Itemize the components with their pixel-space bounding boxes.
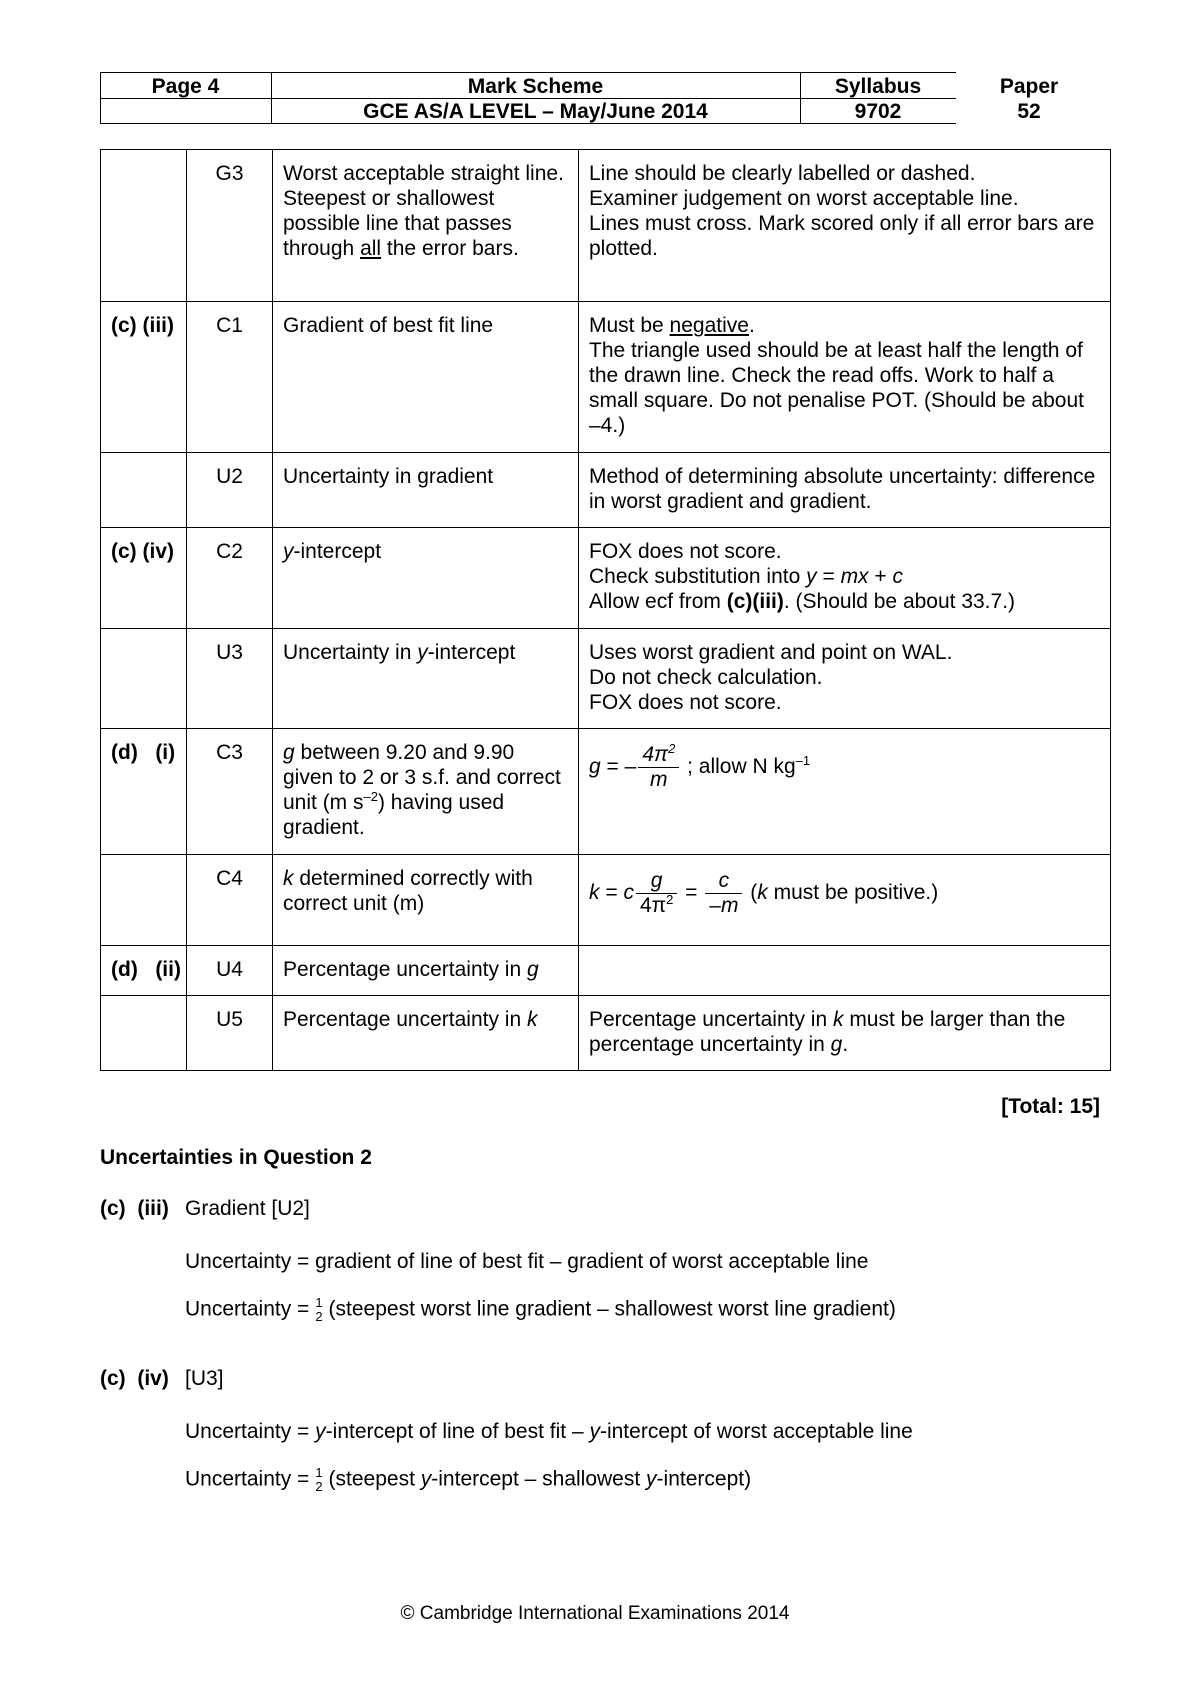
- mark-code: U4: [187, 946, 273, 996]
- part-cell: [101, 996, 187, 1071]
- part-label-c-iii: (c) (iii): [100, 1197, 169, 1220]
- criterion-cell: Worst acceptable straight line. Steepest or shallowest possible line that passes through all the error bars.: [273, 150, 579, 302]
- table-row: [101, 855, 1111, 946]
- formula-cell: [579, 729, 1111, 855]
- table-row: [101, 629, 1111, 729]
- part-cell: [101, 453, 187, 528]
- criterion-cell: y-intercept: [273, 528, 579, 629]
- criterion-cell: Uncertainty in gradient: [273, 453, 579, 528]
- formula-cell: [579, 855, 1111, 946]
- document-title: Mark Scheme: [467, 75, 604, 98]
- mark-code: U2: [187, 453, 273, 528]
- mark-scheme-table: [100, 149, 1111, 1071]
- part-cell: (d) (ii): [101, 946, 187, 996]
- intercept-uncertainty-line-1: Uncertainty = y-intercept of line of best fit – y-intercept of worst acceptable line: [185, 1420, 913, 1443]
- syllabus-label: Syllabus: [834, 75, 922, 98]
- copyright-footer: © Cambridge International Examinations 2014: [400, 1603, 790, 1624]
- gradient-uncertainty-line-2: Uncertainty = 1 2 (steepest worst line gradient – shallowest worst line gradient): [185, 1295, 896, 1324]
- mark-code: C3: [187, 729, 273, 855]
- half-fraction: 1 2: [315, 1295, 323, 1324]
- syllabus-code: 9702: [854, 100, 902, 123]
- k-formula: k = c $\frac{g}{4\pi^2}$ = $\frac{c}{-m}$ (k must be positive.): [589, 869, 939, 917]
- part-cell: (c) (iv): [101, 528, 187, 629]
- part-label-c-iv: (c) (iv): [100, 1367, 169, 1390]
- criterion-cell: Uncertainty in y-intercept: [273, 629, 579, 729]
- mark-code: U5: [187, 996, 273, 1071]
- notes-cell: FOX does not score. Check substitution into y = mx + c Allow ecf from (c)(iii). (Should be about 33.7.): [579, 528, 1111, 629]
- notes-cell: Line should be clearly labelled or dashed. Examiner judgement on worst acceptable line. Lines must cross. Mark scored only if all error bars are plotted.: [579, 150, 1111, 302]
- table-row: [101, 729, 1111, 855]
- mark-code: G3: [187, 150, 273, 302]
- table-row: [101, 150, 1111, 302]
- gradient-title: Gradient [U2]: [185, 1197, 310, 1220]
- criterion-cell: k determined correctly with correct unit (m): [273, 855, 579, 946]
- total-marks: [Total: 15]: [1001, 1095, 1100, 1118]
- notes-cell: Percentage uncertainty in k must be larger than the percentage uncertainty in g.: [579, 996, 1111, 1071]
- page-number: Page 4: [151, 75, 220, 98]
- paper-number: 52: [1017, 100, 1041, 123]
- mark-code: U3: [187, 629, 273, 729]
- paper-label: Paper: [999, 75, 1059, 98]
- notes-cell: Uses worst gradient and point on WAL. Do not check calculation. FOX does not score.: [579, 629, 1111, 729]
- notes-cell: Must be negative. The triangle used should be at least half the length of the drawn line. Check the read offs. Work to half a small square. Do not penalise POT. (Should be about –4.): [579, 302, 1111, 453]
- part-cell: (d) (i): [101, 729, 187, 855]
- mark-code: C2: [187, 528, 273, 629]
- gradient-uncertainty-line-1: Uncertainty = gradient of line of best fit – gradient of worst acceptable line: [185, 1250, 869, 1273]
- part-cell: [101, 629, 187, 729]
- mark-code: C4: [187, 855, 273, 946]
- intercept-uncertainty-line-2: Uncertainty = 1 2 (steepest y-intercept – shallowest y-intercept): [185, 1465, 752, 1494]
- mark-code: C1: [187, 302, 273, 453]
- table-row: [101, 528, 1111, 629]
- criterion-cell: Percentage uncertainty in g: [273, 946, 579, 996]
- half-fraction: 1 2: [315, 1465, 323, 1494]
- table-row: [101, 302, 1111, 453]
- uncertainties-heading: Uncertainties in Question 2: [100, 1146, 372, 1169]
- table-row: [101, 946, 1111, 996]
- notes-cell: [579, 946, 1111, 996]
- intercept-title: [U3]: [185, 1367, 224, 1390]
- part-cell: [101, 150, 187, 302]
- g-formula: g = – $\frac{4\pi^2}{m}$ ; allow N $kg^{-1}$: [589, 741, 811, 791]
- criterion-cell: g between 9.20 and 9.90 given to 2 or 3 s.f. and correct unit (m $s^{-2}$) having used gradient.: [273, 729, 579, 855]
- criterion-cell: Gradient of best fit line: [273, 302, 579, 453]
- notes-cell: Method of determining absolute uncertainty: difference in worst gradient and gradient.: [579, 453, 1111, 528]
- part-cell: [101, 855, 187, 946]
- criterion-cell: Percentage uncertainty in k: [273, 996, 579, 1071]
- part-cell: (c) (iii): [101, 302, 187, 453]
- table-row: [101, 996, 1111, 1071]
- table-row: [101, 453, 1111, 528]
- exam-session: GCE AS/A LEVEL – May/June 2014: [363, 100, 708, 123]
